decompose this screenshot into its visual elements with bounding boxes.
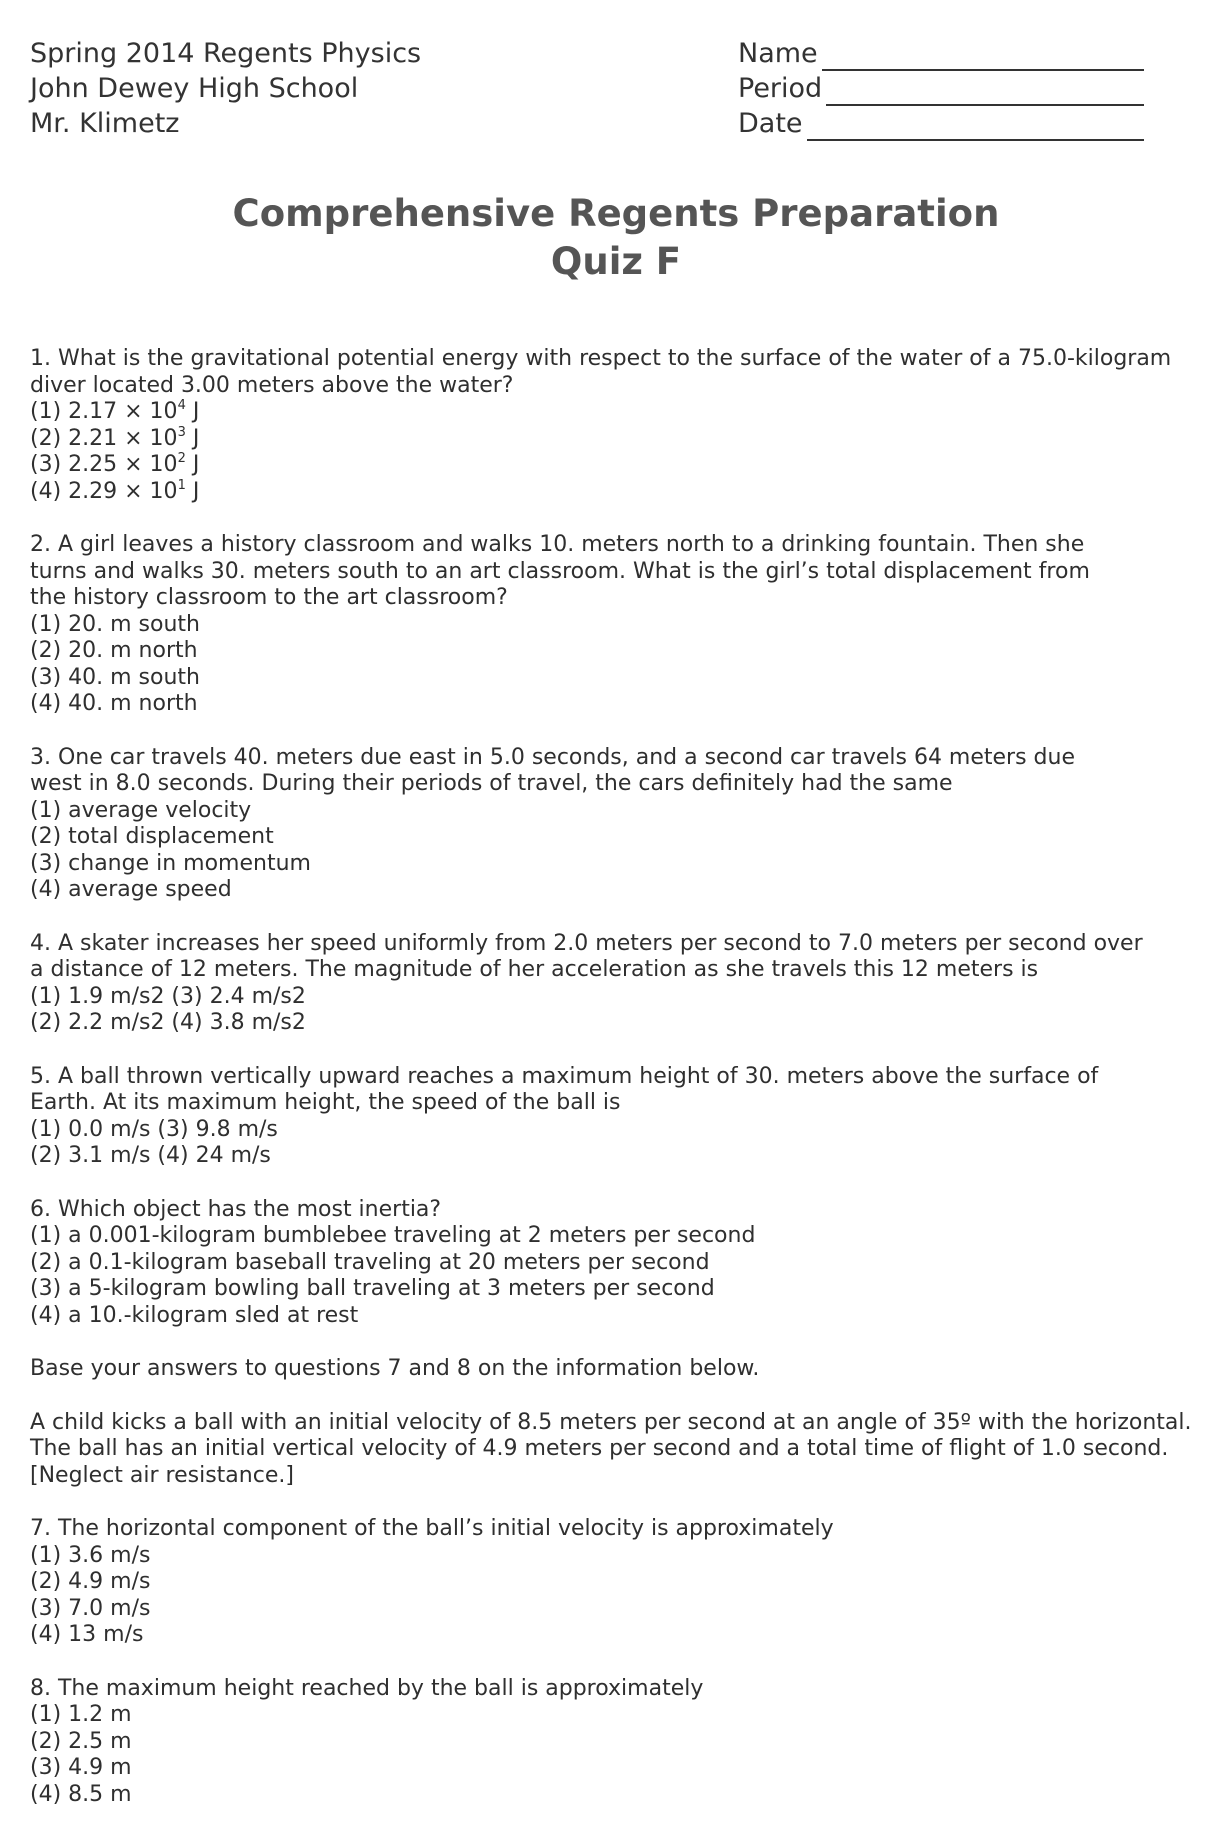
question-5: [30, 1064, 1225, 1170]
answer-option: (3) 7.0 m/s: [30, 1595, 151, 1621]
title-line-2: Quiz F: [550, 240, 682, 283]
answer-option: (2) 3.1 m/s (4) 24 m/s: [30, 1143, 271, 1168]
answer-option: (4) $2.29 \times 10^1$ J: [30, 477, 200, 504]
course-term: Spring 2014 Regents Physics: [30, 38, 422, 69]
answer-option: (1) 3.6 m/s: [30, 1542, 151, 1568]
student-info-block: [738, 36, 1144, 141]
question-info-passage: A child kicks a ball with an initial velocity of 8.5 meters per second at an angle of 35º with the horizontal. The ball has an initial vertical velocity of 4.9 meters per second and a total time of flight of 1.0 second. [Neglect air resistance.]: [30, 1409, 1192, 1488]
question-stem: 4. A skater increases her speed uniformly from 2.0 meters per second to 7.0 meters per second over a distance of 12 meters. The magnitude of her acceleration as she travels this 12 meters is: [30, 930, 1143, 982]
answer-option: (2) 2.5 m: [30, 1728, 132, 1754]
answer-option: (1) average velocity: [30, 797, 252, 823]
answer-option: (1) 20. m south: [30, 611, 200, 637]
question-8: [30, 1676, 1225, 1809]
date-label: Date: [738, 108, 803, 139]
answer-option: (4) 13 m/s: [30, 1622, 144, 1647]
answer-option: (3) $2.25 \times 10^2$ J: [30, 451, 200, 477]
answer-option: (1) $2.17 \times 10^4$ J: [30, 398, 200, 424]
question-stem: 5. A ball thrown vertically upward reaches a maximum height of 30. meters above the surface of Earth. At its maximum height, the speed of the ball is: [30, 1063, 1099, 1115]
name-row: [738, 36, 1144, 71]
question-stem: 1. What is the gravitational potential energy with respect to the surface of the water of a 75.0-kilogram diver located 3.00 meters above the water?: [30, 346, 1172, 398]
school-name: John Dewey High School: [30, 73, 359, 104]
answer-option: (3) change in momentum: [30, 850, 311, 876]
answer-option: (2) a 0.1-kilogram baseball traveling at 20 meters per second: [30, 1249, 710, 1275]
period-row: [738, 71, 1144, 106]
question-4: [30, 931, 1225, 1037]
question-1: [30, 346, 1225, 505]
base-answers-note: Base your answers to questions 7 and 8 on the information below.: [30, 1356, 760, 1381]
quiz-title: [0, 190, 1232, 286]
period-label: Period: [738, 73, 823, 104]
question-6: [30, 1197, 1225, 1330]
title-line-1: Comprehensive Regents Preparation: [232, 192, 1000, 235]
answer-option: (4) a 10.-kilogram sled at rest: [30, 1302, 359, 1328]
answer-option: (1) 1.2 m: [30, 1702, 132, 1727]
answer-option: (4) average speed: [30, 877, 232, 902]
question-stem: 6. Which object has the most inertia?: [30, 1196, 442, 1222]
course-info: [30, 36, 421, 141]
question-stem: 8. The maximum height reached by the ball is approximately: [30, 1675, 704, 1701]
questions: [30, 346, 1225, 1835]
question-stem: 7. The horizontal component of the ball’s initial velocity is approximately: [30, 1516, 834, 1541]
answer-option: (4) 40. m north: [30, 691, 198, 716]
answer-option: (2) 20. m north: [30, 638, 198, 663]
teacher-name: Mr. Klimetz: [30, 108, 180, 139]
question-stem: 2. A girl leaves a history classroom and walks 10. meters north to a drinking fountain. Then she turns and walks 30. meters south to an art classroom. What is the girl’s total displacement from the history classroom to the art classroom?: [30, 532, 1090, 610]
period-line: [826, 82, 1144, 106]
answer-option: (2) 4.9 m/s: [30, 1569, 151, 1594]
question-3: [30, 745, 1225, 904]
answer-option: (1) a 0.001-kilogram bumblebee traveling at 2 meters per second: [30, 1223, 756, 1248]
name-label: Name: [738, 38, 818, 69]
date-line: [807, 117, 1144, 141]
answer-option: (1) 1.9 m/s2 (3) 2.4 m/s2: [30, 983, 306, 1009]
date-row: [738, 106, 1144, 141]
answer-option: (3) 4.9 m: [30, 1755, 132, 1780]
answer-option: (3) 40. m south: [30, 664, 200, 690]
answer-option: (2) $2.21 \times 10^3$ J: [30, 424, 200, 451]
name-line: [822, 47, 1144, 71]
question-2: [30, 532, 1225, 718]
question-stem: 3. One car travels 40. meters due east in 5.0 seconds, and a second car travels 64 meters due west in 8.0 seconds. During their periods of travel, the cars definitely had the same: [30, 744, 1075, 796]
answer-option: (1) 0.0 m/s (3) 9.8 m/s: [30, 1116, 278, 1142]
answer-option: (2) 2.2 m/s2 (4) 3.8 m/s2: [30, 1010, 306, 1035]
answer-option: (4) 8.5 m: [30, 1781, 132, 1807]
answer-option: (3) a 5-kilogram bowling ball traveling at 3 meters per second: [30, 1276, 715, 1301]
question-7: [30, 1516, 1225, 1649]
answer-option: (2) total displacement: [30, 824, 274, 849]
